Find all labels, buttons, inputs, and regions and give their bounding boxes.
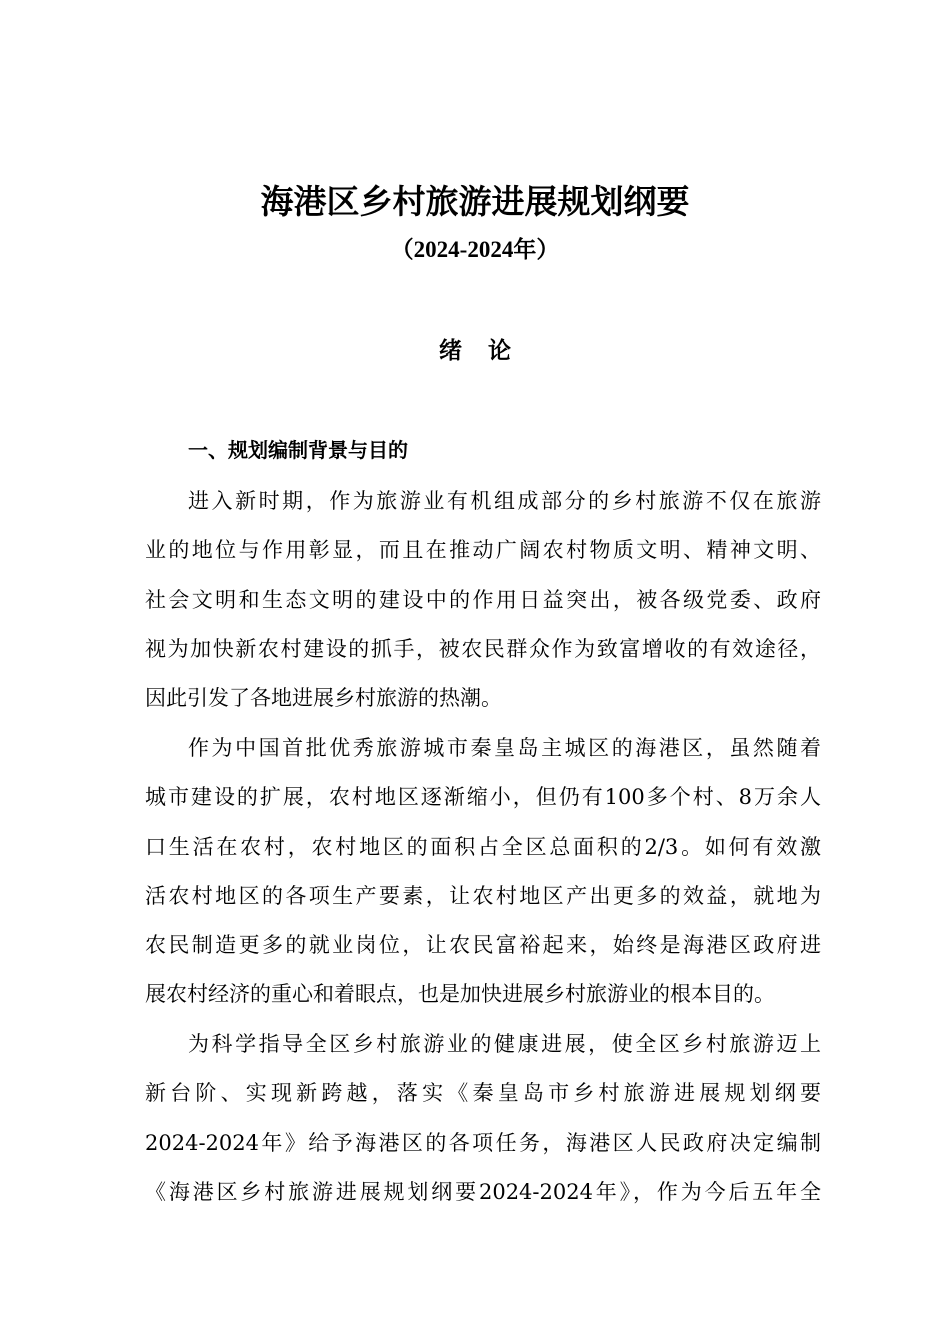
paragraph-line: 新台阶、实现新跨越，落实《秦皇岛市乡村旅游进展规划纲要 xyxy=(145,1081,821,1106)
paragraph-line: 农民制造更多的就业岗位，让农民富裕起来，始终是海港区政府进 xyxy=(145,933,821,958)
paragraph-line: 业的地位与作用彰显，而且在推动广阔农村物质文明、精神文明、 xyxy=(145,538,821,563)
paragraph-1 xyxy=(145,477,821,723)
paragraph-line: 活农村地区的各项生产要素，让农村地区产出更多的效益，就地为 xyxy=(145,883,821,908)
paragraph-line: 视为加快新农村建设的抓手，被农民群众作为致富增收的有效途径， xyxy=(145,636,821,661)
paragraph-line: 展农村经济的重心和着眼点，也是加快进展乡村旅游业的根本目的。 xyxy=(145,982,775,1007)
paragraph-line: 作为中国首批优秀旅游城市秦皇岛主城区的海港区，虽然随着 xyxy=(188,736,821,760)
paragraph-line: 城市建设的扩展，农村地区逐渐缩小，但仍有100多个村、8万余人 xyxy=(145,785,821,810)
paragraph-line: 社会文明和生态文明的建设中的作用日益突出，被各级党委、政府 xyxy=(145,587,821,612)
paragraph-line: 因此引发了各地进展乡村旅游的热潮。 xyxy=(145,686,502,711)
paragraph-line: 口生活在农村，农村地区的面积占全区总面积的2/3。如何有效激 xyxy=(145,834,821,859)
paragraph-2 xyxy=(145,724,821,1020)
document-title: 海港区乡村旅游进展规划纲要 xyxy=(260,182,690,221)
subheading: 一、规划编制背景与目的 xyxy=(188,438,408,462)
paragraph-line: 进入新时期，作为旅游业有机组成部分的乡村旅游不仅在旅游 xyxy=(188,489,821,513)
document-subtitle: （2024-2024年） xyxy=(390,237,560,262)
paragraph-3 xyxy=(145,1020,821,1217)
paragraph-line: 为科学指导全区乡村旅游业的健康进展，使全区乡村旅游迈上 xyxy=(188,1032,821,1056)
paragraph-line: 《海港区乡村旅游进展规划纲要2024-2024年》，作为今后五年全 xyxy=(145,1179,821,1204)
section-heading: 绪论 xyxy=(439,338,537,364)
paragraph-line: 2024-2024年》给予海港区的各项任务，海港区人民政府决定编制 xyxy=(145,1130,821,1155)
